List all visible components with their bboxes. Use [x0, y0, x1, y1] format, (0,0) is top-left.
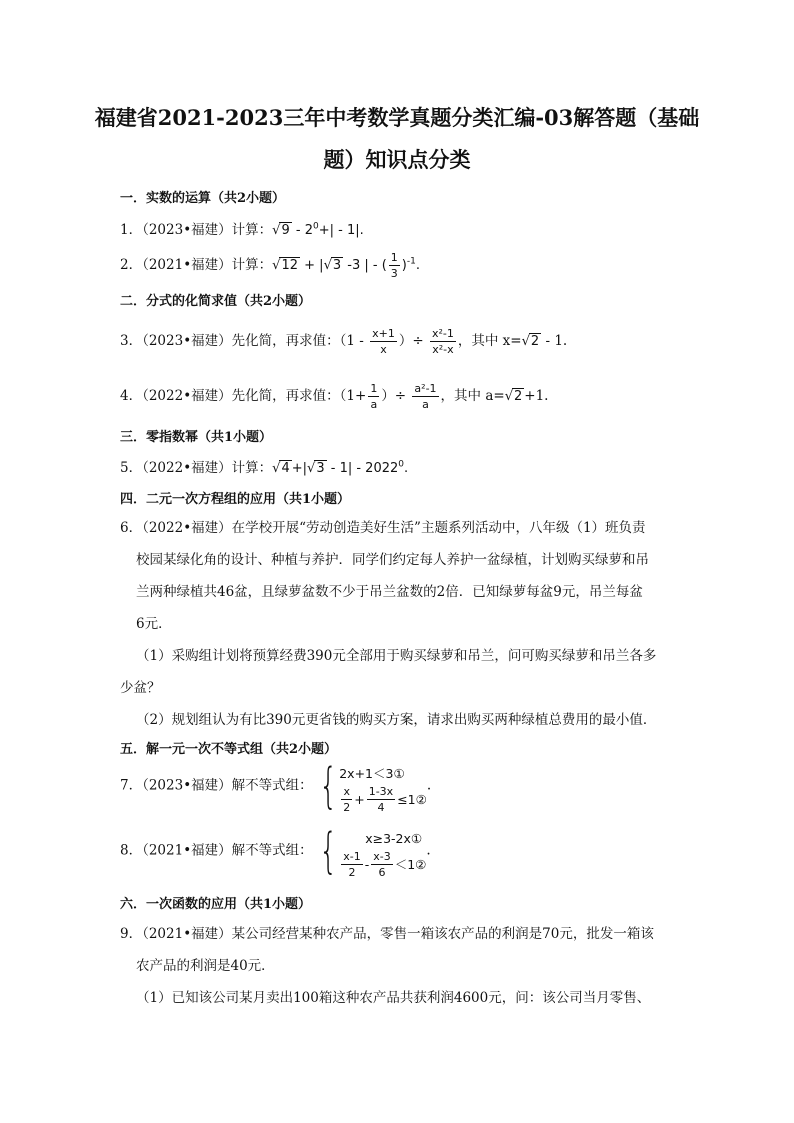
section-heading-6: 六．一次函数的应用（共1小题）	[120, 897, 312, 912]
question-4: 4．（2022•福建）先化简，再求值：（1+ $\frac{1}{a}$ ）÷ $\frac{\text{a²-1}}{a}$ ，其中 a=√2 +1.	[120, 382, 549, 411]
q4-prefix: 4．（2022•福建）先化简，再求值：（1+	[120, 388, 367, 404]
q3-prefix: 3．（2023•福建）先化简，再求值：（1 -	[120, 333, 369, 349]
q4-fraction-1	[368, 381, 379, 412]
q8-brace-icon: {	[318, 823, 338, 879]
q6-line-2: 校园某绿化角的设计、种植与养护．同学们约定每人养护一盆绿植，计划购买绿萝和吊	[136, 552, 649, 568]
q4-end: +1.	[524, 388, 549, 404]
q7-fraction-2	[367, 784, 395, 815]
question-5: 5．（2022•福建）计算：√4 +|√3 - 1| - 2022$^0$.	[120, 459, 409, 476]
section-heading-4: 四．二元一次方程组的应用（共1小题）	[120, 492, 351, 507]
question-6	[120, 512, 680, 640]
q3-fraction-2	[430, 326, 456, 357]
q2-close: )	[401, 258, 407, 273]
q6-line-4: 6元．	[136, 616, 172, 632]
q2-prefix: 2．（2021•福建）计算：	[120, 257, 273, 273]
section-heading-3: 三．零指数幂（共1小题）	[120, 430, 273, 445]
q1-rest: - 2	[291, 223, 313, 238]
q5-mid: +|	[291, 461, 308, 476]
q7-denominator-2: 4	[377, 800, 385, 814]
q2-exponent: -1	[406, 256, 416, 267]
q8-minus: -	[364, 856, 370, 872]
q7-numerator-2: 1-3x	[368, 784, 394, 798]
q7-system	[339, 760, 427, 812]
q5-mid2: - 1| - 2022	[326, 461, 399, 476]
question-8	[120, 825, 431, 877]
q2-radicand-2: 3	[332, 258, 342, 273]
question-7	[120, 760, 431, 812]
q3-tail: ，其中 x=	[457, 333, 522, 349]
q6-sub2: （2）规划组认为有比390元更省钱的购买方案，请求出购买两种绿植总费用的最小值．	[136, 712, 657, 728]
question-6-subparts	[120, 640, 680, 736]
question-2: 2．（2021•福建）计算：√12 + |√3 -3 | - ( $\frac{1}{3}$ )$^{-1}$.	[120, 251, 420, 280]
q7-brace-icon: {	[318, 758, 338, 814]
q7-row-2-tail: ≤1②	[397, 791, 427, 807]
q7-plus: +	[354, 791, 365, 807]
q2-fraction	[389, 250, 400, 281]
document-title-line2: 题）知识点分类	[323, 147, 471, 172]
q5-tail: .	[404, 461, 409, 476]
q9-line-1: 9．（2021•福建）某公司经营某种农产品，零售一箱该农产品的利润是70元，批发一箱该	[120, 926, 654, 942]
q6-line-3: 兰两种绿植共46盆，且绿萝盆数不少于吊兰盆数的2倍．已知绿萝每盆9元，吊兰每盆	[136, 584, 643, 600]
q4-numerator-1: 1	[370, 382, 378, 395]
q8-fraction-2	[371, 849, 392, 880]
q5-prefix: 5．（2022•福建）计算：	[120, 460, 273, 476]
q4-radicand: 2	[514, 389, 523, 404]
q9-line-2: 农产品的利润是40元．	[136, 958, 275, 974]
q7-end: .	[426, 777, 432, 794]
q7-numerator-1: x	[343, 784, 350, 798]
q6-sub1-line-1: （1）采购组计划将预算经费390元全部用于购买绿萝和吊兰，问可购买绿萝和吊兰各多	[136, 648, 657, 664]
q1-tail: +| - 1|.	[318, 223, 364, 238]
q2-denominator: 3	[390, 267, 398, 280]
q6-line-1: 6．（2022•福建）在学校开展“劳动创造美好生活”主题系列活动中，八年级（1）班负责	[120, 520, 646, 536]
q5-radicand-1: 4	[281, 461, 290, 476]
question-9	[120, 918, 680, 982]
q3-numerator-1: x+1	[372, 327, 395, 340]
q8-row-1: x≥3-2x①	[365, 830, 423, 846]
q2-radicand-1: 12	[281, 258, 299, 273]
q2-mid2: -3 | - (	[343, 258, 387, 273]
q1-exponent: 0	[312, 221, 319, 232]
q8-denominator-2: 6	[378, 865, 386, 879]
q2-mid: + |	[300, 258, 324, 273]
q9-sub1: （1）已知该公司某月卖出100箱这种农产品共获利润4600元，问：该公司当月零售、	[136, 990, 651, 1006]
q8-row-2	[339, 851, 426, 877]
q3-denominator-1: x	[380, 343, 387, 356]
q5-radicand-2: 3	[316, 461, 325, 476]
q4-fraction-2	[412, 381, 438, 412]
q4-denominator-2: a	[422, 398, 429, 411]
q6-sub1-line-2: 少盆？	[120, 680, 161, 696]
q8-numerator-1: x-1	[343, 849, 361, 863]
q4-tail: ，其中 a=	[440, 388, 505, 404]
q8-system	[339, 825, 426, 877]
q7-row-1: 2x+1＜3①	[339, 766, 405, 781]
q3-radicand: 2	[530, 334, 540, 349]
q5-exponent: 0	[398, 459, 404, 470]
q1-radicand: 9	[281, 223, 290, 238]
q8-fraction-1	[341, 849, 362, 880]
q8-denominator-1: 2	[348, 865, 356, 879]
q4-numerator-2: a²-1	[414, 382, 437, 395]
q3-mid: ）÷	[398, 333, 428, 349]
question-9-subparts	[136, 982, 680, 1014]
q2-numerator: 1	[390, 251, 398, 264]
q3-fraction-1	[370, 326, 397, 357]
q8-row-2-tail: ＜1②	[394, 857, 427, 872]
q8-numerator-2: x-3	[373, 849, 391, 863]
q3-end: - 1.	[541, 333, 568, 349]
q7-prefix: 7．（2023•福建）解不等式组：	[120, 777, 313, 794]
q8-end: .	[426, 842, 431, 859]
question-1: 1．（2023•福建）计算：$√9 - 2^0+| - 1|$.	[120, 221, 364, 238]
q7-denominator-1: 2	[343, 800, 351, 814]
section-heading-5: 五．解一元一次不等式组（共2小题）	[120, 742, 338, 757]
question-3: 3．（2023•福建）先化简，再求值：（1 - $\frac{x+1}{x}$ ）÷ $\frac{\text{x²-1}}{\text{x²-x}}$ ，其中 x=√2 - 1.	[120, 327, 568, 356]
q1-prefix: 1．（2023•福建）计算：	[120, 222, 273, 238]
section-heading-1: 一．实数的运算（共2小题）	[120, 191, 286, 206]
q7-fraction-1	[341, 784, 352, 815]
q4-denominator-1: a	[370, 398, 378, 411]
q4-mid: ）÷	[381, 388, 411, 404]
q7-row-2	[339, 786, 427, 812]
section-heading-2: 二．分式的化简求值（共2小题）	[120, 294, 312, 309]
q3-numerator-2: x²-1	[432, 327, 454, 340]
q2-tail: .	[415, 258, 420, 273]
q8-prefix: 8．（2021•福建）解不等式组：	[120, 842, 313, 859]
q3-denominator-2: x²-x	[432, 343, 454, 356]
document-title-line1: 福建省2021-2023三年中考数学真题分类汇编-03解答题（基础	[94, 105, 700, 130]
